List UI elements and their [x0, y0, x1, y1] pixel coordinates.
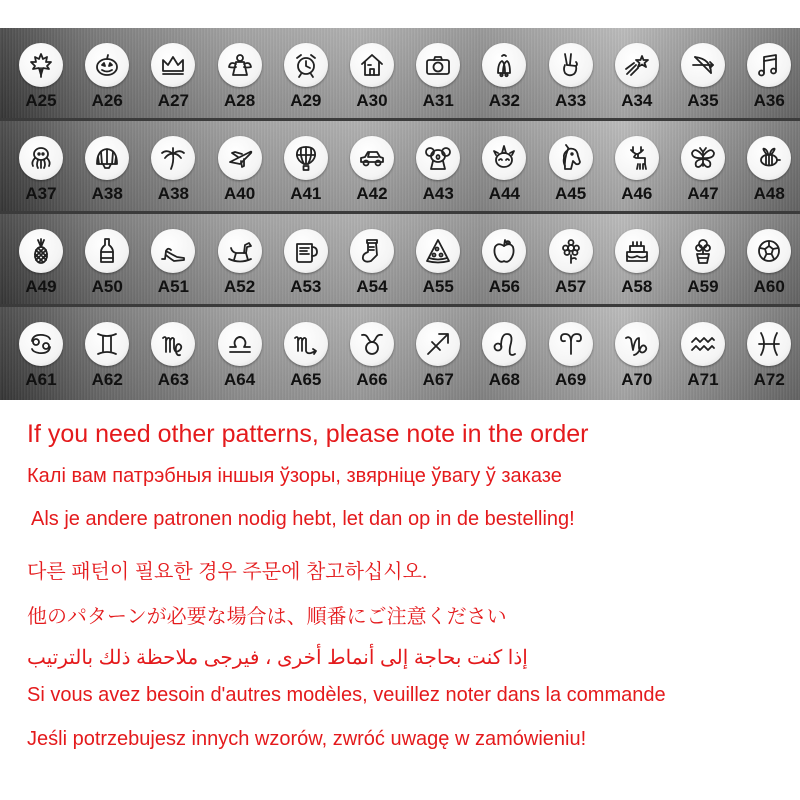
flower-icon: [557, 237, 585, 265]
stamp-disc: [350, 136, 394, 180]
stamp-disc: [284, 322, 328, 366]
stamp-disc: [218, 43, 262, 87]
pattern-code: A64: [224, 370, 256, 389]
pattern-item: [339, 121, 405, 211]
soccer-ball-icon: [755, 237, 783, 265]
stamp-disc: [218, 229, 262, 273]
note-english: If you need other patterns, please note in the order: [27, 420, 589, 448]
stamp-disc: [416, 229, 460, 273]
stamp-disc: [482, 43, 526, 87]
pattern-item: [736, 121, 800, 211]
pattern-item: [8, 121, 74, 211]
stamp-disc: [350, 229, 394, 273]
pattern-code: A29: [290, 91, 322, 110]
note-belarusian: Калі вам патрэбныя іншыя ўзоры, звярніце ўвагу ў заказе: [27, 465, 562, 487]
high-heel-icon: [159, 237, 187, 265]
leo-zodiac-icon: [490, 330, 518, 358]
stamp-disc: [19, 322, 63, 366]
car-icon: [358, 144, 386, 172]
koala-icon: [424, 144, 452, 172]
stamp-disc: [549, 322, 593, 366]
shooting-star-icon: [623, 51, 651, 79]
pattern-row-3: [0, 214, 800, 307]
reindeer-icon: [623, 144, 651, 172]
pattern-code: A63: [157, 370, 189, 389]
pattern-item: [604, 121, 670, 211]
pattern-item: [471, 121, 537, 211]
stamp-disc: [19, 229, 63, 273]
stamp-disc: [615, 229, 659, 273]
stamp-disc: [615, 136, 659, 180]
pattern-code: A25: [25, 91, 57, 110]
aquarius-zodiac-icon: [689, 330, 717, 358]
apple-icon: [490, 237, 518, 265]
alarm-clock-icon: [292, 51, 320, 79]
stamp-disc: [416, 43, 460, 87]
pattern-code: A48: [753, 184, 785, 203]
stamp-disc: [350, 322, 394, 366]
stamp-disc: [549, 229, 593, 273]
pattern-item: [471, 28, 537, 118]
virgo-zodiac-icon: [159, 330, 187, 358]
pattern-item: [140, 214, 206, 304]
aries-zodiac-icon: [557, 330, 585, 358]
pattern-code: A30: [356, 91, 388, 110]
note-arabic: إذا كنت بحاجة إلى أنماط أخرى ، فيرجى ملاحظة ذلك بالترتيب: [27, 647, 528, 669]
pattern-item: [538, 307, 604, 397]
mug-icon: [292, 237, 320, 265]
stamp-disc: [549, 43, 593, 87]
pattern-code: A35: [687, 91, 719, 110]
note-japanese: 他のパターンが必要な場合は、順番にご注意ください: [27, 606, 507, 628]
pattern-item: [736, 214, 800, 304]
pumpkin-icon: [93, 51, 121, 79]
pattern-code: A70: [621, 370, 653, 389]
pattern-item: [207, 121, 273, 211]
pattern-item: [339, 214, 405, 304]
angel-icon: [226, 51, 254, 79]
note-french: Si vous avez besoin d'autres modèles, veuillez noter dans la commande: [27, 684, 666, 706]
pattern-code: A36: [753, 91, 785, 110]
pattern-item: [339, 28, 405, 118]
note-korean: 다른 패턴이 필요한 경우 주문에 참고하십시오.: [27, 561, 428, 583]
pattern-code: A58: [621, 277, 653, 296]
pattern-item: [273, 121, 339, 211]
pattern-item: [74, 214, 140, 304]
pattern-code: A28: [224, 91, 256, 110]
stamp-disc: [85, 136, 129, 180]
pattern-item: [8, 307, 74, 397]
pattern-code: A71: [687, 370, 719, 389]
pattern-code: A61: [25, 370, 57, 389]
unicorn-head-icon: [557, 144, 585, 172]
pattern-item: [207, 214, 273, 304]
pattern-item: [604, 28, 670, 118]
pattern-code: A42: [356, 184, 388, 203]
palm-tree-icon: [159, 144, 187, 172]
stamp-disc: [615, 43, 659, 87]
pattern-code: A68: [488, 370, 520, 389]
pattern-row-2: [0, 121, 800, 214]
pattern-code: A33: [555, 91, 587, 110]
pattern-code: A53: [290, 277, 322, 296]
pattern-item: [471, 307, 537, 397]
stamp-disc: [284, 229, 328, 273]
pattern-code: A27: [157, 91, 189, 110]
scorpio-zodiac-icon: [292, 330, 320, 358]
pattern-code: A45: [555, 184, 587, 203]
stamp-disc: [615, 322, 659, 366]
pattern-code: A57: [555, 277, 587, 296]
stamp-disc: [284, 136, 328, 180]
peace-hand-icon: [557, 51, 585, 79]
pattern-code: A55: [422, 277, 454, 296]
unicorn-face-icon: [490, 144, 518, 172]
pattern-item: [140, 121, 206, 211]
pattern-item: [471, 214, 537, 304]
stamp-disc: [681, 43, 725, 87]
stamp-disc: [482, 229, 526, 273]
pattern-item: [74, 121, 140, 211]
bow-arrow-icon: [689, 51, 717, 79]
pattern-code: A46: [621, 184, 653, 203]
stocking-icon: [358, 237, 386, 265]
note-dutch: Als je andere patronen nodig hebt, let dan op in de bestelling!: [31, 508, 575, 530]
rocking-horse-icon: [226, 237, 254, 265]
pattern-item: [8, 214, 74, 304]
crown-icon: [159, 51, 187, 79]
pattern-item: [670, 28, 736, 118]
libra-zodiac-icon: [226, 330, 254, 358]
butterfly-icon: [689, 144, 717, 172]
pattern-code: A37: [25, 184, 57, 203]
stamp-disc: [482, 136, 526, 180]
pattern-code: A52: [224, 277, 256, 296]
stamp-disc: [151, 322, 195, 366]
pattern-item: [736, 28, 800, 118]
stamp-disc: [350, 43, 394, 87]
cancer-zodiac-icon: [27, 330, 55, 358]
pattern-code: A32: [488, 91, 520, 110]
pattern-item: [604, 214, 670, 304]
pattern-item: [74, 28, 140, 118]
pattern-code: A43: [422, 184, 454, 203]
pattern-item: [273, 28, 339, 118]
pattern-item: [207, 28, 273, 118]
pattern-item: [140, 307, 206, 397]
pattern-item: [405, 307, 471, 397]
pattern-code: A65: [290, 370, 322, 389]
seashell-icon: [93, 144, 121, 172]
pattern-item: [405, 121, 471, 211]
pattern-code: A49: [25, 277, 57, 296]
pattern-item: [405, 28, 471, 118]
pattern-item: [339, 307, 405, 397]
stamp-disc: [151, 229, 195, 273]
pisces-zodiac-icon: [755, 330, 783, 358]
pattern-item: [538, 214, 604, 304]
pattern-code: A51: [157, 277, 189, 296]
stamp-disc: [19, 136, 63, 180]
pattern-row-1: [0, 28, 800, 121]
stamp-disc: [85, 43, 129, 87]
stamp-disc: [416, 136, 460, 180]
pattern-code: A44: [488, 184, 520, 203]
pattern-item: [736, 307, 800, 397]
pattern-code: A31: [422, 91, 454, 110]
stamp-disc: [85, 229, 129, 273]
pattern-item: [140, 28, 206, 118]
pattern-code: A69: [555, 370, 587, 389]
pattern-item: [538, 121, 604, 211]
pattern-item: [670, 307, 736, 397]
pattern-row-4: [0, 307, 800, 400]
pattern-item: [670, 121, 736, 211]
pattern-code: A62: [91, 370, 123, 389]
stamp-disc: [747, 322, 791, 366]
stamp-disc: [218, 136, 262, 180]
sagittarius-zodiac-icon: [424, 330, 452, 358]
music-note-icon: [755, 51, 783, 79]
stamp-disc: [747, 136, 791, 180]
birthday-cake-icon: [623, 237, 651, 265]
pattern-code: A66: [356, 370, 388, 389]
bee-icon: [755, 144, 783, 172]
stamp-disc: [549, 136, 593, 180]
stamp-disc: [681, 136, 725, 180]
pattern-code: A67: [422, 370, 454, 389]
camera-icon: [424, 51, 452, 79]
pattern-code: A41: [290, 184, 322, 203]
pattern-item: [604, 307, 670, 397]
pattern-catalog: [0, 28, 800, 400]
pattern-item: [74, 307, 140, 397]
stamp-disc: [85, 322, 129, 366]
pattern-item: [405, 214, 471, 304]
flower-pot-icon: [689, 237, 717, 265]
pattern-item: [538, 28, 604, 118]
pizza-slice-icon: [424, 237, 452, 265]
octopus-icon: [27, 144, 55, 172]
pattern-item: [8, 28, 74, 118]
pattern-code: A56: [488, 277, 520, 296]
stamp-disc: [681, 229, 725, 273]
stamp-disc: [747, 229, 791, 273]
capricorn-zodiac-icon: [623, 330, 651, 358]
hot-air-balloon-icon: [292, 144, 320, 172]
stamp-disc: [19, 43, 63, 87]
pattern-code: A72: [753, 370, 785, 389]
pattern-item: [273, 214, 339, 304]
pattern-code: A38: [157, 184, 189, 203]
note-polish: Jeśli potrzebujesz innych wzorów, zwróć uwagę w zamówieniu!: [27, 728, 587, 750]
stamp-disc: [284, 43, 328, 87]
pattern-item: [207, 307, 273, 397]
maple-leaf-icon: [27, 51, 55, 79]
pattern-code: A47: [687, 184, 719, 203]
bells-icon: [490, 51, 518, 79]
stamp-disc: [681, 322, 725, 366]
gemini-zodiac-icon: [93, 330, 121, 358]
stamp-disc: [416, 322, 460, 366]
pattern-code: A34: [621, 91, 653, 110]
pattern-code: A26: [91, 91, 123, 110]
pattern-item: [273, 307, 339, 397]
house-icon: [358, 51, 386, 79]
taurus-zodiac-icon: [358, 330, 386, 358]
pattern-code: A54: [356, 277, 388, 296]
bottle-icon: [93, 237, 121, 265]
pattern-code: A38: [91, 184, 123, 203]
airplane-icon: [226, 144, 254, 172]
stamp-disc: [747, 43, 791, 87]
pattern-code: A60: [753, 277, 785, 296]
pattern-code: A40: [224, 184, 256, 203]
pattern-code: A50: [91, 277, 123, 296]
pattern-code: A59: [687, 277, 719, 296]
pattern-item: [670, 214, 736, 304]
pineapple-icon: [27, 237, 55, 265]
stamp-disc: [218, 322, 262, 366]
stamp-disc: [482, 322, 526, 366]
stamp-disc: [151, 136, 195, 180]
stamp-disc: [151, 43, 195, 87]
